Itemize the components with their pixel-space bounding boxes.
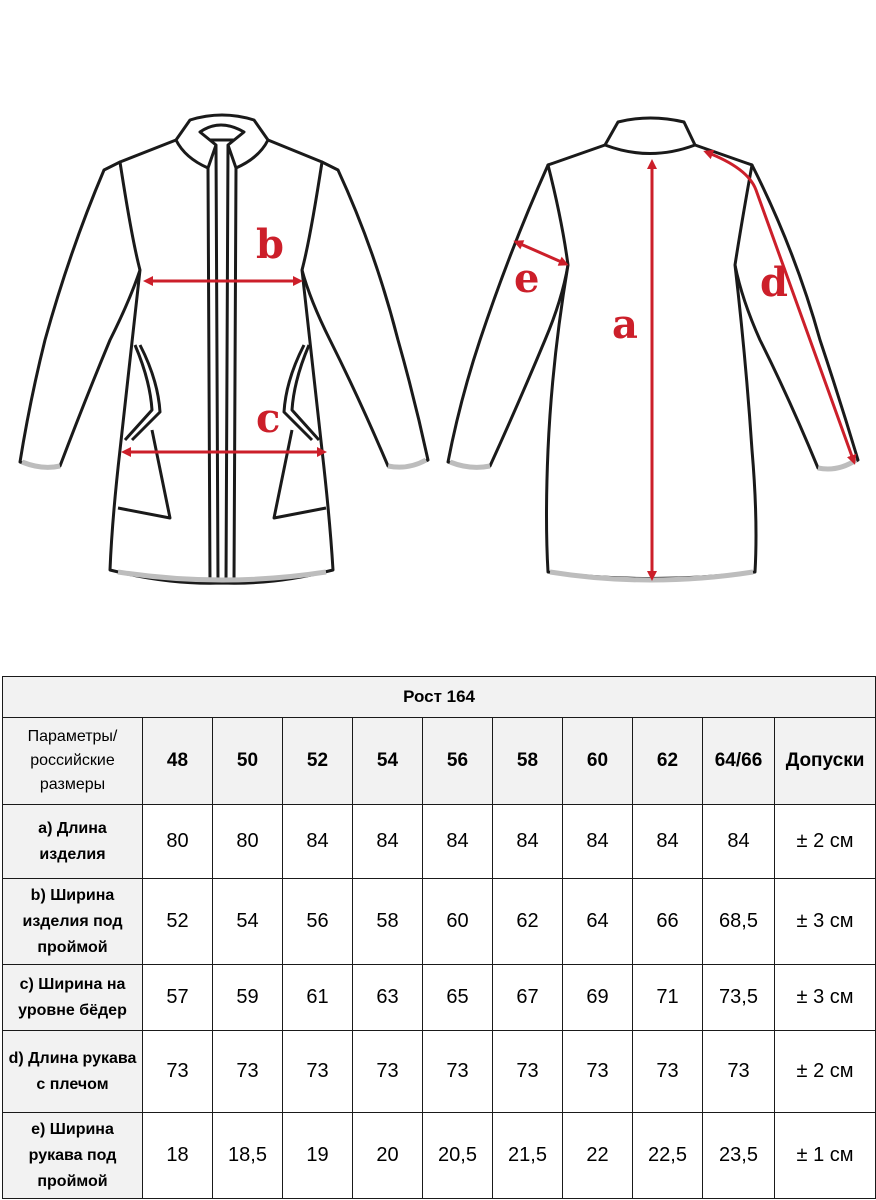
table-cell: 84 [703,805,775,879]
tolerance-cell: ± 3 см [775,965,876,1031]
table-cell: 84 [423,805,493,879]
table-cell: 19 [283,1113,353,1199]
table-cell: 73 [703,1031,775,1113]
front-body [110,140,333,583]
size-header: 54 [353,718,423,805]
size-header: 60 [563,718,633,805]
table-cell: 73 [493,1031,563,1113]
table-row [3,805,876,879]
table-cell: 63 [353,965,423,1031]
table-cell: 68,5 [703,879,775,965]
row-label: d) Длина рукава с плечом [3,1031,143,1113]
table-row [3,879,876,965]
table-cell: 80 [143,805,213,879]
row-label: e) Ширина рукава под проймой [3,1113,143,1199]
table-cell: 54 [213,879,283,965]
table-cell: 23,5 [703,1113,775,1199]
table-cell: 73 [353,1031,423,1113]
size-table [2,676,876,1199]
table-cell: 52 [143,879,213,965]
table-cell: 69 [563,965,633,1031]
size-header: 56 [423,718,493,805]
table-cell: 62 [493,879,563,965]
table-cell: 73 [633,1031,703,1113]
tolerance-header: Допуски [775,718,876,805]
table-cell: 84 [563,805,633,879]
table-cell: 65 [423,965,493,1031]
row-label: c) Ширина на уровне бёдер [3,965,143,1031]
table-cell: 58 [353,879,423,965]
table-cell: 22 [563,1113,633,1199]
table-cell: 80 [213,805,283,879]
label-c: c [256,395,281,442]
table-cell: 61 [283,965,353,1031]
table-cell: 21,5 [493,1113,563,1199]
label-a: a [612,301,638,348]
table-cell: 66 [633,879,703,965]
table-cell: 73,5 [703,965,775,1031]
table-cell: 84 [283,805,353,879]
tolerance-cell: ± 2 см [775,1031,876,1113]
table-cell: 84 [493,805,563,879]
row-label: b) Ширина изделия под проймой [3,879,143,965]
table-row [3,1031,876,1113]
table-cell: 20 [353,1113,423,1199]
table-row [3,1113,876,1199]
tolerance-cell: ± 2 см [775,805,876,879]
table-cell: 20,5 [423,1113,493,1199]
size-header: 52 [283,718,353,805]
table-cell: 56 [283,879,353,965]
table-cell: 73 [283,1031,353,1113]
table-cell: 73 [563,1031,633,1113]
table-header-row [3,718,876,805]
table-cell: 60 [423,879,493,965]
table-cell: 64 [563,879,633,965]
size-header: 62 [633,718,703,805]
tolerance-cell: ± 3 см [775,879,876,965]
size-header: 58 [493,718,563,805]
size-header: 48 [143,718,213,805]
table-cell: 73 [213,1031,283,1113]
label-e: e [514,255,540,302]
row-label: a) Длина изделия [3,805,143,879]
param-header: Параметры/ российские размеры [3,718,143,805]
table-cell: 57 [143,965,213,1031]
tolerance-cell: ± 1 см [775,1113,876,1199]
table-cell: 73 [423,1031,493,1113]
table-cell: 67 [493,965,563,1031]
table-title: Рост 164 [3,677,876,718]
size-header: 64/66 [703,718,775,805]
label-d: d [760,259,788,306]
back-collar [605,118,695,154]
table-cell: 73 [143,1031,213,1113]
table-cell: 59 [213,965,283,1031]
size-header: 50 [213,718,283,805]
table-cell: 18,5 [213,1113,283,1199]
label-b: b [256,221,284,268]
table-cell: 22,5 [633,1113,703,1199]
table-cell: 84 [633,805,703,879]
table-cell: 84 [353,805,423,879]
table-row [3,965,876,1031]
front-right-sleeve [302,162,428,467]
table-cell: 71 [633,965,703,1031]
table-cell: 18 [143,1113,213,1199]
front-view-jacket [20,115,428,583]
